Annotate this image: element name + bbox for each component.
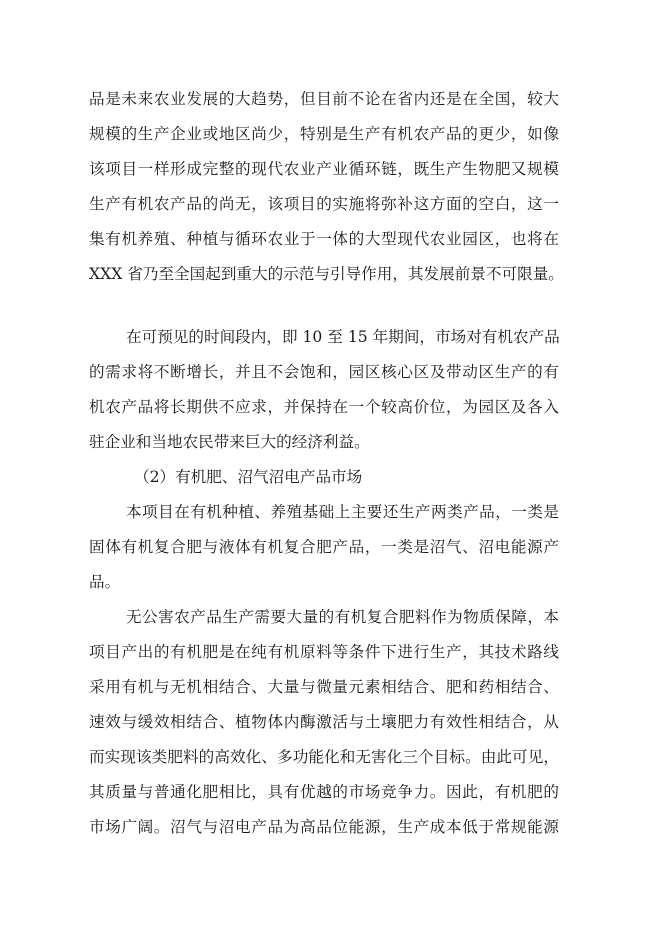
text-line: 品。 — [89, 573, 121, 591]
section-heading: （2）有机肥、沼气沼电产品市场 — [134, 468, 363, 486]
text-line: 集有机养殖、种植与循环农业于一体的大型现代农业园区，也将在 — [89, 230, 559, 248]
text-line: 驻企业和当地农民带来巨大的经济利益。 — [89, 433, 370, 451]
text-line: 采用有机与无机相结合、大量与微量元素相结合、肥和药相结合、 — [89, 678, 559, 696]
text-line: 的需求将不断增长，并且不会饱和，园区核心区及带动区生产的有 — [89, 363, 559, 381]
text-line: 该项目一样形成完整的现代农业产业循环链，既生产生物肥又规模 — [89, 160, 559, 178]
text-line: 固体有机复合肥与液体有机复合肥产品，一类是沼气、沼电能源产 — [89, 538, 559, 556]
text-line: 规模的生产企业或地区尚少，特别是生产有机农产品的更少，如像 — [89, 125, 559, 143]
text-line: 而实现该类肥料的高效化、多功能化和无害化三个目标。由此可见， — [89, 748, 559, 766]
text-line: 其质量与普通化肥相比，具有优越的市场竞争力。因此，有机肥的 — [89, 783, 559, 801]
text-line: XXX 省乃至全国起到重大的示范与引导作用，其发展前景不可限量。 — [89, 265, 564, 283]
text-line: 生产有机农产品的尚无，该项目的实施将弥补这方面的空白，这一 — [89, 195, 559, 213]
text-line: 项目产出的有机肥是在纯有机原料等条件下进行生产，其技术路线 — [89, 643, 559, 661]
text-line: 速效与缓效相结合、植物体内酶激活与土壤肥力有效性相结合，从 — [89, 713, 559, 731]
text-line: 无公害农产品生产需要大量的有机复合肥料作为物质保障，本 — [126, 608, 559, 626]
text-line: 本项目在有机种植、养殖基础上主要还生产两类产品，一类是 — [126, 503, 559, 521]
text-line: 市场广阔。沼气与沼电产品为高品位能源，生产成本低于常规能源 — [89, 818, 559, 836]
text-line: 品是未来农业发展的大趋势，但目前不论在省内还是在全国，较大 — [89, 90, 559, 108]
text-line: 在可预见的时间段内，即 10 至 15 年期间，市场对有机农产品 — [126, 328, 560, 346]
text-line: 机农产品将长期供不应求，并保持在一个较高价位，为园区及各入 — [89, 398, 559, 416]
